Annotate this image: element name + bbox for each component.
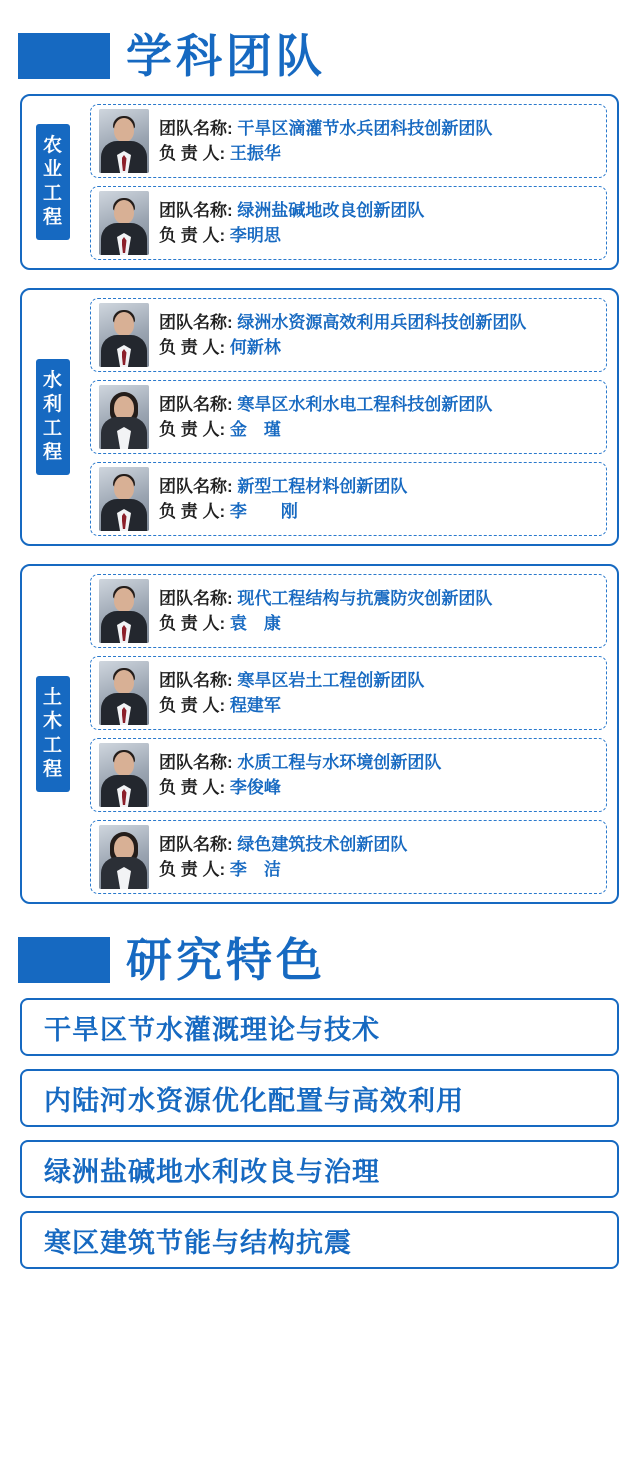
portrait-photo-icon	[99, 743, 149, 807]
features-header-accent-bar	[18, 937, 110, 983]
team-member-info	[159, 474, 598, 524]
team-leader-line	[159, 417, 598, 442]
team-leader-line	[159, 693, 598, 718]
team-leader-value: 王振华	[229, 144, 281, 163]
team-member-info	[159, 750, 598, 800]
teams-section-title: 学科团队	[126, 30, 326, 82]
team-name-value: 新型工程材料创新团队	[237, 477, 408, 496]
portrait-photo-icon	[99, 191, 149, 255]
group-label-civil-engineering	[36, 676, 70, 792]
team-member-info	[159, 116, 598, 166]
team-member-row	[90, 738, 607, 812]
features-section-header	[18, 922, 639, 998]
team-member-row	[90, 820, 607, 894]
team-name-line	[159, 832, 598, 857]
portrait-photo-icon	[99, 825, 149, 889]
team-name-value: 绿洲盐碱地改良创新团队	[237, 201, 425, 220]
group-label-char: 农业工程	[42, 135, 63, 228]
team-leader-key: 负 责 人:	[159, 420, 226, 439]
team-member-row	[90, 574, 607, 648]
portrait-photo-icon	[99, 109, 149, 173]
feature-item: 绿洲盐碱地水利改良与治理	[20, 1140, 619, 1198]
team-name-key: 团队名称:	[159, 589, 233, 608]
team-name-key: 团队名称:	[159, 753, 233, 772]
team-leader-value: 程建军	[229, 696, 281, 715]
team-name-key: 团队名称:	[159, 119, 233, 138]
team-name-value: 绿洲水资源高效利用兵团科技创新团队	[237, 313, 527, 332]
team-name-line	[159, 198, 598, 223]
team-leader-value: 李俊峰	[229, 778, 281, 797]
team-leader-value: 袁 康	[229, 614, 281, 633]
team-leader-line	[159, 223, 598, 248]
team-leader-line	[159, 611, 598, 636]
team-name-key: 团队名称:	[159, 313, 233, 332]
portrait-photo-icon	[99, 303, 149, 367]
team-leader-line	[159, 857, 598, 882]
portrait-photo-icon	[99, 385, 149, 449]
team-member-info	[159, 668, 598, 718]
team-group-agricultural-engineering	[20, 94, 619, 270]
portrait-photo-icon	[99, 661, 149, 725]
team-leader-key: 负 责 人:	[159, 696, 226, 715]
team-name-line	[159, 474, 598, 499]
team-leader-key: 负 责 人:	[159, 144, 226, 163]
group-label-char: 水利工程	[42, 370, 63, 463]
team-leader-value: 李 洁	[229, 860, 281, 879]
features-section-title: 研究特色	[126, 934, 326, 986]
group-label-char: 土木工程	[42, 687, 63, 780]
feature-item: 内陆河水资源优化配置与高效利用	[20, 1069, 619, 1127]
team-name-key: 团队名称:	[159, 835, 233, 854]
group-label-agricultural-engineering	[36, 124, 70, 240]
teams-section-header	[18, 18, 639, 94]
team-name-line	[159, 750, 598, 775]
feature-item: 寒区建筑节能与结构抗震	[20, 1211, 619, 1269]
team-member-row	[90, 380, 607, 454]
team-name-value: 水质工程与水环境创新团队	[237, 753, 442, 772]
team-member-row	[90, 104, 607, 178]
team-member-row	[90, 656, 607, 730]
team-name-value: 干旱区滴灌节水兵团科技创新团队	[237, 119, 493, 138]
team-name-value: 寒旱区水利水电工程科技创新团队	[237, 395, 493, 414]
team-leader-value: 李 刚	[229, 502, 298, 521]
team-leader-line	[159, 499, 598, 524]
team-name-line	[159, 310, 598, 335]
team-leader-key: 负 责 人:	[159, 614, 226, 633]
team-name-line	[159, 116, 598, 141]
group-label-water-conservancy-engineering	[36, 359, 70, 475]
team-group-civil-engineering	[20, 564, 619, 904]
feature-item: 干旱区节水灌溉理论与技术	[20, 998, 619, 1056]
team-name-line	[159, 586, 598, 611]
team-name-value: 现代工程结构与抗震防灾创新团队	[237, 589, 493, 608]
team-name-key: 团队名称:	[159, 201, 233, 220]
team-leader-key: 负 责 人:	[159, 338, 226, 357]
team-name-value: 绿色建筑技术创新团队	[237, 835, 408, 854]
team-leader-line	[159, 335, 598, 360]
team-group-water-conservancy-engineering	[20, 288, 619, 546]
teams-header-accent-bar	[18, 33, 110, 79]
portrait-photo-icon	[99, 467, 149, 531]
team-name-line	[159, 668, 598, 693]
team-name-key: 团队名称:	[159, 395, 233, 414]
team-name-value: 寒旱区岩土工程创新团队	[237, 671, 425, 690]
team-leader-key: 负 责 人:	[159, 226, 226, 245]
team-leader-key: 负 责 人:	[159, 778, 226, 797]
team-leader-value: 何新林	[229, 338, 281, 357]
team-member-info	[159, 310, 598, 360]
team-leader-key: 负 责 人:	[159, 502, 226, 521]
team-member-row	[90, 298, 607, 372]
team-leader-value: 李明思	[229, 226, 281, 245]
team-member-info	[159, 392, 598, 442]
team-name-key: 团队名称:	[159, 477, 233, 496]
team-member-info	[159, 198, 598, 248]
team-name-key: 团队名称:	[159, 671, 233, 690]
team-member-info	[159, 586, 598, 636]
team-name-line	[159, 392, 598, 417]
team-member-row	[90, 462, 607, 536]
team-member-row	[90, 186, 607, 260]
team-leader-key: 负 责 人:	[159, 860, 226, 879]
team-leader-line	[159, 775, 598, 800]
portrait-photo-icon	[99, 579, 149, 643]
team-leader-value: 金 瑾	[229, 420, 281, 439]
team-member-info	[159, 832, 598, 882]
team-leader-line	[159, 141, 598, 166]
